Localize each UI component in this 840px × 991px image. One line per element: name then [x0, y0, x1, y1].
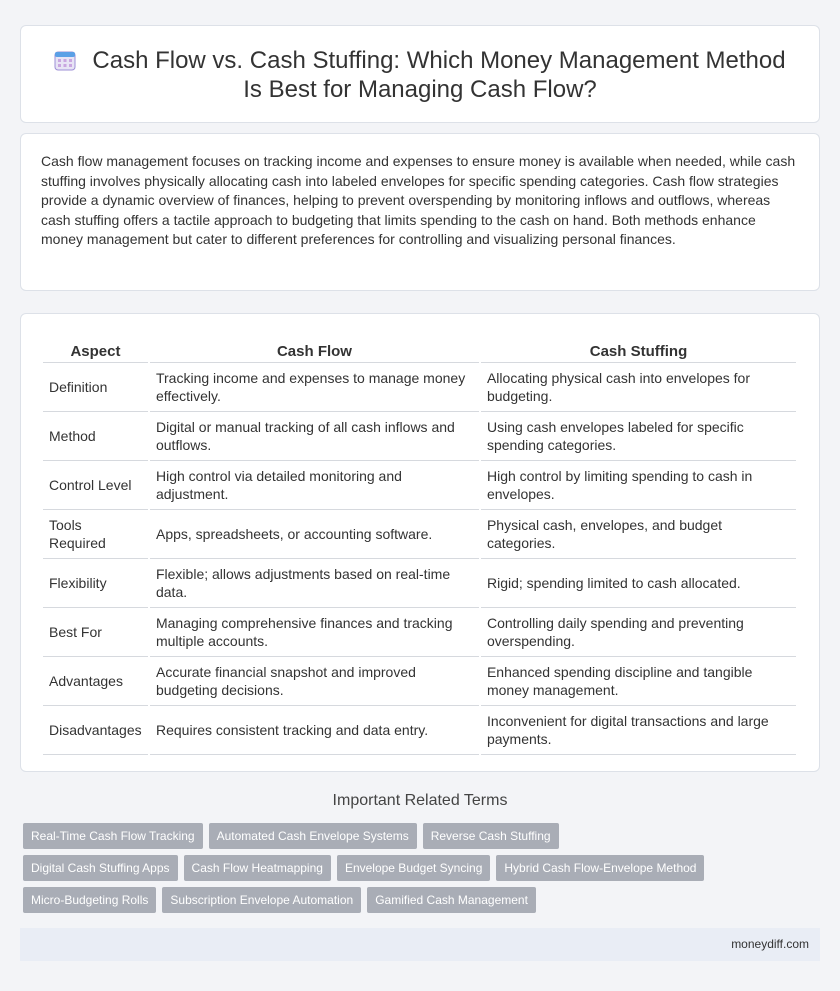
intro-card	[20, 133, 820, 291]
intro-text: Cash flow management focuses on tracking income and expenses to ensure money is available when needed, while cash stuffing involves physically allocating cash into labeled envelopes for specific spending categories. Cash flow strategies provide a dynamic overview of finances, helping to prevent overspending by monitoring inflows and outflows, whereas cash stuffing offers a tactile approach to budgeting that limits spending to the cash on hand. Both methods enhance money management but cater to different preferences for controlling and visualizing personal finances.	[41, 153, 796, 247]
cash-flow-cell: Requires consistent tracking and data entry.	[150, 706, 479, 755]
footer-site-link[interactable]: moneydiff.com	[731, 937, 809, 951]
cash-flow-cell: Accurate financial snapshot and improved budgeting decisions.	[150, 657, 479, 706]
cash-stuffing-cell: Controlling daily spending and preventing overspending.	[481, 608, 796, 657]
title-line-1: Cash Flow vs. Cash Stuffing: Which Money Management Method	[92, 47, 786, 74]
header-card	[20, 25, 820, 123]
related-terms-title: Important Related Terms	[332, 792, 508, 809]
cash-stuffing-cell: Enhanced spending discipline and tangible money management.	[481, 657, 796, 706]
cash-flow-cell: Managing comprehensive finances and tracking multiple accounts.	[150, 608, 479, 657]
header-aspect: Aspect	[43, 334, 148, 363]
title-line-2: Is Best for Managing Cash Flow?	[243, 76, 597, 103]
cash-flow-cell: Flexible; allows adjustments based on real-time data.	[150, 559, 479, 608]
related-term-tag[interactable]: Subscription Envelope Automation	[162, 887, 361, 913]
calendar-icon	[54, 49, 76, 71]
cash-stuffing-cell: Using cash envelopes labeled for specific spending categories.	[481, 412, 796, 461]
table-header-row	[43, 334, 796, 363]
aspect-cell: Control Level	[43, 461, 148, 510]
aspect-cell: Tools Required	[43, 510, 148, 559]
related-term-tag[interactable]: Reverse Cash Stuffing	[423, 823, 559, 849]
cash-flow-cell: Apps, spreadsheets, or accounting software.	[150, 510, 479, 559]
header-cash-flow: Cash Flow	[150, 334, 479, 363]
aspect-cell: Best For	[43, 608, 148, 657]
table-row	[43, 461, 796, 510]
table-row	[43, 510, 796, 559]
aspect-cell: Advantages	[43, 657, 148, 706]
cash-flow-cell: Digital or manual tracking of all cash inflows and outflows.	[150, 412, 479, 461]
aspect-cell: Definition	[43, 363, 148, 412]
table-row	[43, 412, 796, 461]
page-title	[21, 46, 819, 104]
related-term-tag[interactable]: Cash Flow Heatmapping	[184, 855, 331, 881]
cash-flow-cell: High control via detailed monitoring and adjustment.	[150, 461, 479, 510]
related-term-tag[interactable]: Automated Cash Envelope Systems	[209, 823, 417, 849]
table-row	[43, 657, 796, 706]
related-term-tag[interactable]: Hybrid Cash Flow-Envelope Method	[496, 855, 704, 881]
aspect-cell: Flexibility	[43, 559, 148, 608]
table-row	[43, 608, 796, 657]
table-row	[43, 559, 796, 608]
aspect-cell: Method	[43, 412, 148, 461]
cash-flow-cell: Tracking income and expenses to manage money effectively.	[150, 363, 479, 412]
related-terms-list	[23, 823, 723, 919]
related-term-tag[interactable]: Micro-Budgeting Rolls	[23, 887, 156, 913]
cash-stuffing-cell: High control by limiting spending to cash in envelopes.	[481, 461, 796, 510]
aspect-cell: Disadvantages	[43, 706, 148, 755]
related-term-tag[interactable]: Gamified Cash Management	[367, 887, 536, 913]
related-term-tag[interactable]: Digital Cash Stuffing Apps	[23, 855, 178, 881]
cash-stuffing-cell: Physical cash, envelopes, and budget categories.	[481, 510, 796, 559]
table-row	[43, 706, 796, 755]
header-cash-stuffing: Cash Stuffing	[481, 334, 796, 363]
comparison-table	[41, 334, 798, 755]
comparison-card	[20, 313, 820, 772]
cash-stuffing-cell: Rigid; spending limited to cash allocated.	[481, 559, 796, 608]
related-term-tag[interactable]: Envelope Budget Syncing	[337, 855, 490, 881]
table-row	[43, 363, 796, 412]
footer	[20, 928, 820, 961]
cash-stuffing-cell: Inconvenient for digital transactions and large payments.	[481, 706, 796, 755]
related-term-tag[interactable]: Real-Time Cash Flow Tracking	[23, 823, 203, 849]
cash-stuffing-cell: Allocating physical cash into envelopes for budgeting.	[481, 363, 796, 412]
